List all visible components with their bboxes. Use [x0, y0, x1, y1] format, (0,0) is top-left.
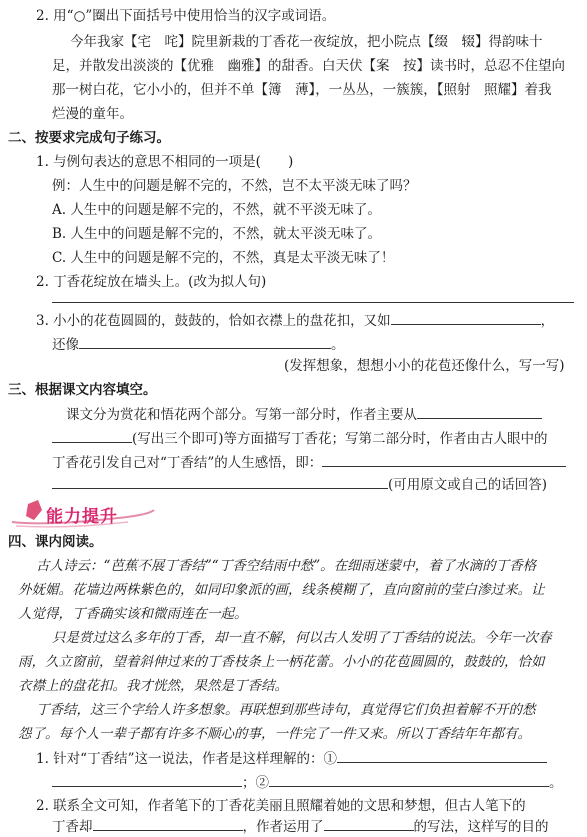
sec4-q1-blank-2a[interactable] — [52, 772, 242, 787]
section-2-title: 二、按要求完成句子练习。 — [8, 130, 170, 146]
sec2-q2: 2. 丁香花绽放在墙头上。(改为拟人句) — [36, 274, 267, 290]
q2-line-4: 烂漫的童年。 — [52, 106, 133, 122]
sec4-q1-line-a — [36, 748, 547, 769]
sec4-q1-text: 1. 针对“丁香结”这一说法，作者是这样理解的：① — [36, 751, 337, 767]
sec4-q2-text-3: 的写法，这样写的目的 — [413, 819, 549, 835]
reading-p1-c: 人觉得，丁香确实该和微雨连在一起。 — [18, 606, 248, 622]
sec4-q2-blank-1[interactable] — [93, 816, 243, 831]
q2-line-3: 那一树白花，它小小的，但并不单【簿 薄】，一丛丛，一簇簇，【照射 照耀】着我 — [52, 82, 552, 98]
q2-line-2: 足，并散发出淡淡的【优雅 幽雅】的甜香。白天伏【案 按】读书时，总忍不住望向 — [52, 58, 565, 74]
sec3-text-1: 课文分为赏花和悟花两个部分。写第一部分时，作者主要从 — [66, 407, 417, 423]
sec3-text-2: (写出三个即可)等方面描写丁香花；写第二部分时，作者由古人眼中的 — [132, 431, 548, 447]
sec4-q2-blank-2[interactable] — [324, 816, 414, 831]
sec3-line-1 — [66, 404, 542, 425]
sec4-q1-text-b: ；② — [242, 775, 269, 791]
sec2-option-b: B. 人生中的问题是解不完的，不然，就太平淡无味了。 — [52, 226, 382, 242]
sec2-q3-blank-2[interactable] — [79, 334, 331, 349]
reading-p2-b: 雨，久立窗前，望着斜伸过来的丁香枝条上一柄花蕾。小小的花苞圆圆的，鼓鼓的，恰如 — [18, 654, 545, 670]
sec4-q1-end: 。 — [549, 775, 563, 791]
sec2-option-a: A. 人生中的问题是解不完的，不然，就不平淡无味了。 — [52, 202, 381, 218]
sec4-q2-line-a: 2. 联系全文可知，作者笔下的丁香花美丽且照耀着她的文思和梦想，但古人笔下的 — [36, 798, 526, 814]
sec3-line-3 — [52, 452, 566, 473]
q2-stem: 2. 用“○”圈出下面括号中使用恰当的汉字或词语。 — [36, 8, 336, 24]
sec4-q1-line-b — [52, 772, 563, 793]
sec2-q2-answer-line[interactable] — [52, 302, 574, 303]
sec3-line-4 — [52, 474, 547, 495]
sec2-example: 例：人生中的问题是解不完的，不然，岂不太平淡无味了吗？ — [52, 178, 417, 194]
sec3-blank-1[interactable] — [417, 404, 542, 419]
sec2-q1: 1. 与例句表达的意思不相同的一项是( ) — [36, 154, 294, 170]
sec2-q3-text-b: 还像 — [52, 337, 79, 353]
sec3-line-2 — [52, 428, 548, 449]
sec4-q2-text-2: ，作者运用了 — [242, 819, 324, 835]
sec2-q3-text-a: 3. 小小的花苞圆圆的，鼓鼓的，恰如衣襟上的盘花扣，又如 — [36, 313, 391, 329]
sec4-q2-line-b — [52, 816, 549, 837]
sec3-blank-3[interactable] — [322, 452, 566, 467]
sec4-q2-text-1: 丁香却 — [52, 819, 93, 835]
q2-line-1: 今年我家【宅 咤】院里新栽的丁香花一夜绽放，把小院点【缀 辍】得韵味十 — [70, 34, 543, 50]
reading-p1-a: 古人诗云：“芭蕉不展丁香结”“丁香空结雨中愁”。在细雨迷蒙中，着了水滴的丁香格 — [36, 558, 537, 574]
sec3-blank-4[interactable] — [52, 474, 388, 489]
sec3-hint: (可用原文或自己的话回答) — [388, 477, 548, 493]
sec3-text-3: 丁香花引发自己对“丁香结”的人生感悟，即： — [52, 455, 323, 471]
section-4-title: 四、课内阅读。 — [8, 534, 103, 550]
reading-p3-b: 怨了。每个人一辈子都有许多不顺心的事，一件完了一件又来。所以丁香结年年都有。 — [18, 726, 531, 742]
sec2-q3-hint: (发挥想象，想想小小的花苞还像什么，写一写) — [284, 358, 565, 374]
reading-p3-a: 丁香结，这三个字给人许多想象。再联想到那些诗句，真觉得它们负担着解不开的愁 — [36, 702, 536, 718]
sec2-q3-blank-1[interactable] — [391, 310, 541, 325]
reading-p1-b: 外妩媚。花墙边两株紫色的，如同印象派的画，线条模糊了，直向窗前的莹白渗过来。让 — [18, 582, 545, 598]
sec4-q1-blank-1[interactable] — [337, 748, 547, 763]
reading-p2-c: 衣襟上的盘花扣。我才恍然，果然是丁香结。 — [18, 678, 288, 694]
sec2-option-c: C. 人生中的问题是解不完的，不然，真是太平淡无味了！ — [52, 250, 395, 266]
pencil-icon — [26, 500, 42, 520]
sec3-blank-2[interactable] — [52, 428, 132, 443]
sec4-q1-blank-2b[interactable] — [269, 772, 549, 787]
sec2-q3-line-b: 还像 。 — [52, 334, 345, 355]
ability-banner-title: 能力提升 — [46, 507, 118, 527]
section-3-title: 三、根据课文内容填空。 — [8, 382, 157, 398]
sec2-q3-line-a: 3. 小小的花苞圆圆的，鼓鼓的，恰如衣襟上的盘花扣，又如 ， — [36, 310, 554, 331]
reading-p2-a: 只是赏过这么多年的丁香，却一直不解，何以古人发明了丁香结的说法。今年一次春 — [52, 630, 552, 646]
